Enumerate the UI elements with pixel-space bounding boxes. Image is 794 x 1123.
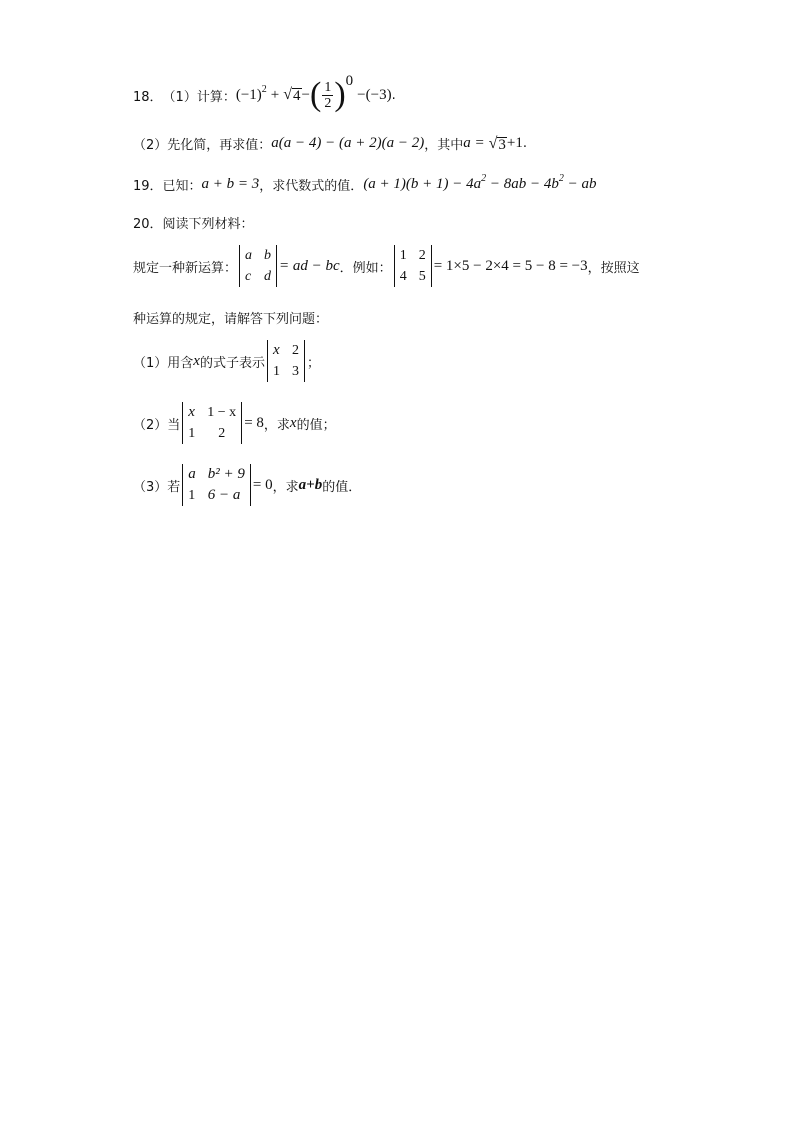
q20-number: 20．阅读下列材料： (133, 217, 254, 232)
q20-header (133, 213, 254, 232)
q20-p3-eq: = 0 (252, 476, 273, 493)
q20-part3-line (133, 464, 361, 506)
q20-example-prefix: ．例如： (339, 260, 392, 276)
q20-line2-text: 种运算的规定，请解答下列问题： (133, 312, 329, 327)
q18-fraction-half: $\frac{1}{2}$ (324, 79, 332, 111)
q20-p2-var: x (289, 414, 297, 431)
determinant-example: 1 2 4 5 (394, 245, 432, 287)
q20-def-prefix: 规定一种新运算： (133, 260, 238, 276)
q20-p3-label: （3）若 (133, 479, 181, 495)
q18-part2-expr: a(a − 4) − (a + 2)(a − 2) (271, 135, 425, 151)
determinant-p3: a b² + 9 1 6 − a (182, 464, 251, 506)
q18-paren-open: ( (310, 76, 322, 113)
q18-minus: − (301, 86, 310, 103)
q18-sqrt3: √ 3 (488, 134, 506, 153)
q18-part2-where: ，其中 (424, 138, 464, 153)
q20-line2 (133, 308, 328, 327)
q20-definition-line (133, 245, 640, 287)
q18-sqrt4: √ 4 (283, 86, 301, 104)
q19-expression: $(a + 1)(b + 1) - 4a^2 - 8ab - 4b^2$ − ab (363, 173, 597, 192)
q20-part2-line (133, 402, 336, 444)
q20-p1-label: （1）用含 (133, 355, 194, 371)
q18-number: 18． (133, 89, 163, 105)
q20-p1-text: 的式子表示 (199, 355, 265, 371)
q20-p3-end: 的值． (322, 479, 362, 495)
q20-p2-label: （2）当 (133, 417, 181, 433)
q19-number: 19．已知： (133, 179, 202, 194)
q18-term1: $(-1)^2$ (235, 83, 267, 103)
q18-paren-close: ) (334, 76, 346, 113)
q20-p1-end: ； (306, 355, 320, 371)
q20-p3-text: ，求 (272, 479, 299, 495)
determinant-p1: x 2 1 3 (267, 340, 305, 382)
q19-line (133, 175, 597, 194)
q18-tail: −(−3) (357, 86, 392, 103)
q19-condition: a + b = 3 (201, 176, 260, 192)
q20-def-suffix: ，按照这 (587, 260, 640, 276)
q18-plus: + (270, 86, 280, 103)
q20-p2-end: 的值； (296, 417, 336, 433)
q18-part1-line: 18． （1）计算： $(-1)^2$ + √ 4 − ( $\frac{1}{2}$ ) $^0$ −(−3) . (133, 73, 396, 113)
q18-part2-label: （2）先化简，再求值： (133, 138, 272, 153)
q18-part2-value-lhs: a = (463, 135, 485, 151)
q18-part1-label: （1）计算： (162, 89, 236, 105)
q20-p1-var: x (193, 352, 200, 369)
q18-end: . (391, 87, 396, 103)
q20-p3-var: a+b (298, 476, 323, 493)
q18-part2-line (133, 134, 527, 153)
q20-p2-text: ，求 (263, 417, 290, 433)
determinant-p2: x 1 − x 1 2 (182, 402, 242, 444)
q18-part2-end: . (522, 136, 528, 151)
q19-text: ，求代数式的值． (259, 179, 364, 194)
q18-part2-value-rhs: +1 (506, 135, 523, 151)
q20-p2-eq: = 8 (244, 414, 264, 431)
determinant-abcd: a b c d (239, 245, 277, 287)
q20-def-eq: = ad − bc (279, 257, 340, 274)
q20-part1-line (133, 340, 320, 382)
q20-example-eq: = 1×5 − 2×4 = 5 − 8 = −3 (433, 257, 588, 274)
